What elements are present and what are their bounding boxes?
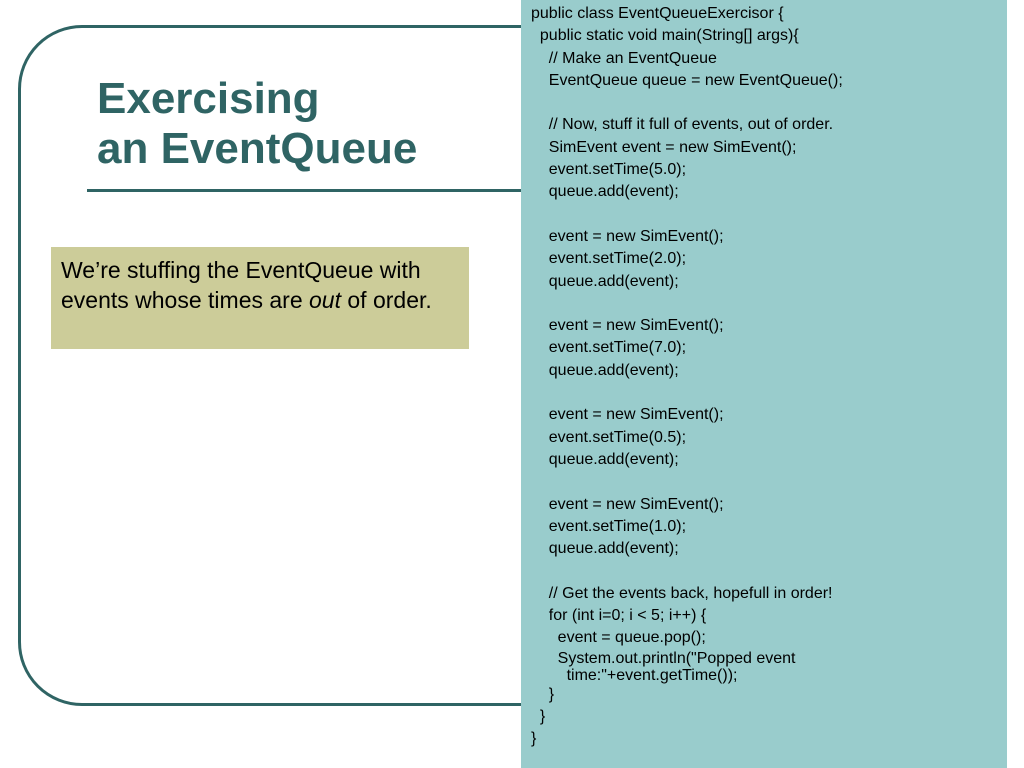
code-line (531, 204, 997, 226)
code-line: } (531, 685, 555, 703)
code-line: System.out.println("Popped event (531, 649, 796, 667)
code-line: } (531, 730, 537, 748)
code-line (531, 560, 997, 582)
code-line: public static void main(String[] args){ (531, 27, 799, 45)
note-text-emphasis: out (309, 287, 341, 313)
code-line: event = new SimEvent(); (531, 406, 724, 424)
code-line: queue.add(event); (531, 450, 679, 468)
code-line (531, 92, 997, 114)
code-line: event = new SimEvent(); (531, 227, 724, 245)
code-line: public class EventQueueExercisor { (531, 5, 784, 22)
code-line: queue.add(event); (531, 540, 679, 558)
code-line: event = queue.pop(); (531, 629, 706, 647)
code-line: event = new SimEvent(); (531, 495, 724, 513)
code-line: queue.add(event); (531, 272, 679, 290)
code-line (531, 293, 997, 315)
title-underline (87, 189, 527, 192)
title-line-2: an EventQueue (97, 124, 418, 173)
code-line: for (int i=0; i < 5; i++) { (531, 607, 707, 625)
code-line: // Make an EventQueue (531, 49, 717, 67)
code-line: time:"+event.getTime()); (531, 666, 738, 684)
code-line: event.setTime(7.0); (531, 339, 687, 357)
note-text-after: of order. (341, 287, 432, 313)
code-line: event.setTime(0.5); (531, 428, 687, 446)
code-line: queue.add(event); (531, 183, 679, 201)
title-line-1: Exercising (97, 74, 320, 123)
code-line: queue.add(event); (531, 361, 679, 379)
slide-title (97, 74, 417, 174)
code-line: EventQueue queue = new EventQueue(); (531, 71, 843, 89)
code-line (531, 382, 997, 404)
code-line: event = new SimEvent(); (531, 317, 724, 335)
code-line: SimEvent event = new SimEvent(); (531, 138, 797, 156)
code-line: // Get the events back, hopefull in order! (531, 584, 833, 602)
code-panel (521, 0, 1007, 768)
code-line (531, 471, 997, 493)
code-line: event.setTime(5.0); (531, 161, 687, 179)
note-box (51, 247, 469, 349)
code-line: event.setTime(2.0); (531, 250, 687, 268)
code-line: } (531, 707, 546, 725)
code-line: // Now, stuff it full of events, out of order. (531, 116, 834, 134)
code-line: event.setTime(1.0); (531, 517, 687, 535)
note-text-before: We’re stuffing the EventQueue with events whose times are (61, 257, 421, 313)
